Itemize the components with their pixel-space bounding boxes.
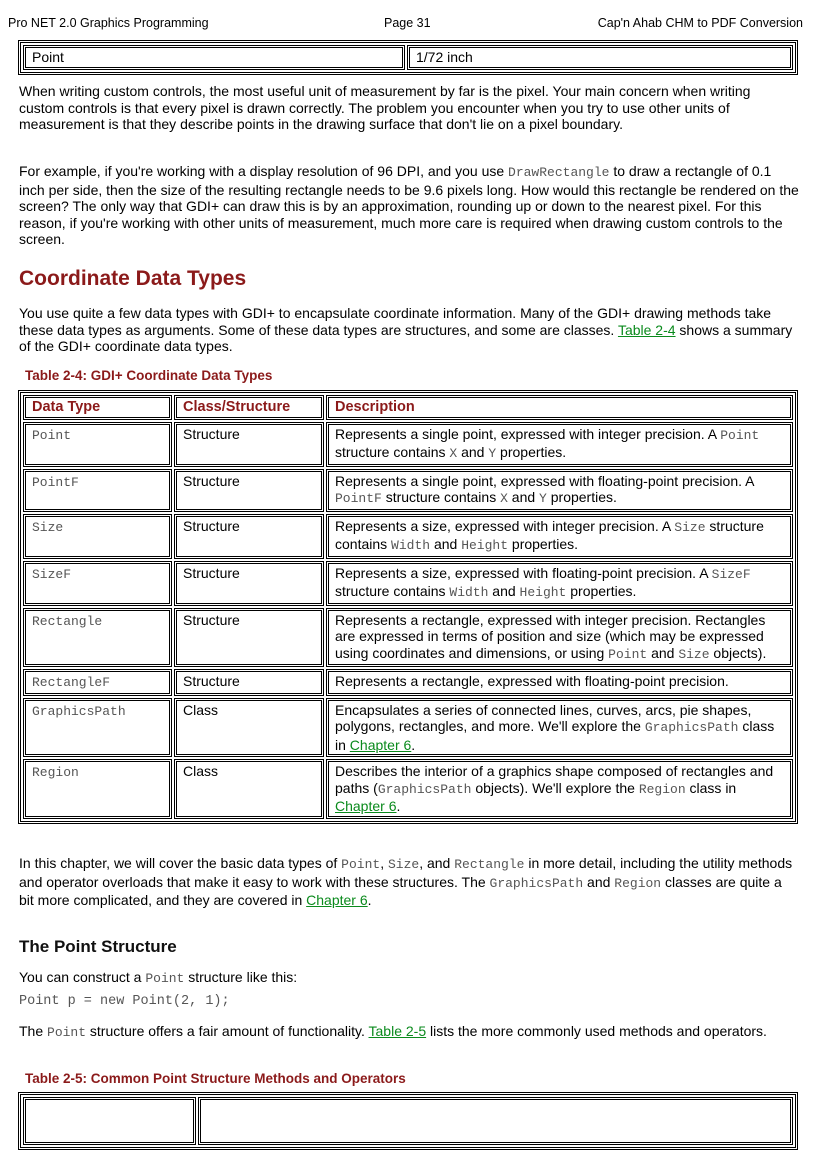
cell-data-type: RectangleF: [23, 669, 172, 696]
inline-code: SizeF: [711, 566, 751, 582]
paragraph-chapter-overview: In this chapter, we will cover the basic data types of Point, Size, and Rectangle in more detail, including the utility methods and operator overloads that make it easy to work with these structures. The GraphicsPath and Region classes are quite a bit more complicated, and they are covered in Chapter 6.: [19, 855, 793, 908]
cell-data-type: Region: [23, 759, 172, 819]
cell-description: Represents a rectangle, expressed with floating-point precision.: [326, 669, 793, 696]
header-conversion-note: Cap'n Ahab CHM to PDF Conversion: [597, 16, 803, 30]
cell-description: Encapsulates a series of connected lines, curves, arcs, pie shapes, polygons, rectangles, and more. We'll explore the GraphicsPath class in Chapter 6.: [326, 698, 793, 758]
table-2-5-caption: Table 2-5: Common Point Structure Methods and Operators: [25, 1071, 406, 1086]
table-cell: Point: [23, 45, 405, 70]
cell-description: Represents a size, expressed with integer precision. A Size structure contains Width and Height properties.: [326, 514, 793, 559]
inline-code: Rectangle: [454, 857, 525, 872]
table-2-5-link[interactable]: Table 2-5: [368, 1023, 427, 1039]
inline-code: GraphicsPath: [377, 781, 472, 797]
inline-code: Size: [674, 519, 706, 535]
paragraph-coordinate-intro: You use quite a few data types with GDI+ to encapsulate coordinate information. Many of the GDI+ drawing methods take these data types as arguments. Some of these data types are structures, and some are classes. Table 2-4 shows a summary of the GDI+ coordinate data types.: [19, 305, 793, 354]
cell-description: Represents a size, expressed with floating-point precision. A SizeF structure contains Width and Height properties.: [326, 561, 793, 606]
inline-code: PointF: [335, 491, 382, 506]
table-row: [23, 561, 793, 606]
cell-data-type: GraphicsPath: [23, 698, 172, 758]
inline-code: Point: [47, 1025, 87, 1040]
table-2-4-link[interactable]: Table 2-4: [617, 321, 676, 338]
table-row: [23, 1097, 793, 1145]
table-row: [23, 669, 793, 696]
table-row: [23, 514, 793, 559]
paragraph-pixel-units: When writing custom controls, the most useful unit of measurement by far is the pixel. Your main concern when writing custom controls is that every pixel is drawn correctly. The problem you encounter when you try to use other units of measurement is that they describe points in the drawing surface that don't lie on a pixel boundary.: [19, 83, 751, 132]
column-header-description: Description: [326, 395, 793, 420]
header-page-number: Page 31: [384, 16, 431, 30]
cell-class-structure: Structure: [174, 608, 324, 668]
inline-code: Point: [720, 427, 760, 443]
table-row: [23, 608, 793, 668]
table-row: [23, 469, 793, 512]
point-methods-table: [18, 1092, 798, 1150]
table-row: [23, 422, 793, 467]
cell-class-structure: Class: [174, 759, 324, 819]
inline-code: Height: [461, 538, 509, 553]
paragraph-point-functionality: The Point structure offers a fair amount of functionality. Table 2-5 lists the more commonly used methods and operators.: [19, 1023, 767, 1040]
table-row: [23, 698, 793, 758]
section-title: Coordinate Data Types: [19, 267, 247, 290]
table-header-row: [23, 395, 793, 420]
cell-data-type: Rectangle: [23, 608, 172, 668]
cell-class-structure: Structure: [174, 561, 324, 606]
chapter-link[interactable]: Chapter 6: [349, 736, 412, 753]
coordinate-types-table: [18, 390, 798, 824]
cell-description: Describes the interior of a graphics shape composed of rectangles and paths (GraphicsPath objects). We'll explore the Region class in Chapter 6.: [326, 759, 793, 819]
units-table-continuation: [18, 40, 798, 75]
cell-data-type: Size: [23, 514, 172, 559]
inline-code: Region: [614, 875, 662, 891]
column-header-class-structure: Class/Structure: [174, 395, 324, 420]
inline-code: Height: [519, 585, 567, 600]
inline-code: Point: [341, 857, 381, 872]
table-cell: [198, 1097, 793, 1145]
inline-code: Y: [539, 491, 547, 506]
inline-code: Point: [608, 646, 648, 662]
table-row: [23, 45, 793, 70]
table-cell: [23, 1097, 196, 1145]
cell-description: Represents a single point, expressed with floating-point precision. A PointF structure contains X and Y properties.: [326, 469, 793, 512]
header-book-title: Pro NET 2.0 Graphics Programming: [8, 16, 209, 30]
cell-class-structure: Structure: [174, 469, 324, 512]
table-2-4-caption: Table 2-4: GDI+ Coordinate Data Types: [25, 368, 273, 383]
table-row: [23, 759, 793, 819]
cell-description: Represents a rectangle, expressed with integer precision. Rectangles are expressed in terms of position and size (which may be expressed using coordinates and dimensions, or using Point and Size objects).: [326, 608, 793, 668]
cell-description: Represents a single point, expressed with integer precision. A Point structure contains X and Y properties.: [326, 422, 793, 467]
cell-data-type: Point: [23, 422, 172, 467]
cell-data-type: PointF: [23, 469, 172, 512]
inline-code: X: [449, 446, 458, 461]
inline-code: Width: [449, 585, 489, 600]
chapter-link[interactable]: Chapter 6: [306, 892, 368, 908]
cell-class-structure: Structure: [174, 422, 324, 467]
inline-code: Point: [145, 971, 185, 986]
paragraph-construct-point: You can construct a Point structure like this:: [19, 969, 298, 986]
page-header: [0, 16, 816, 32]
table-cell: 1/72 inch: [407, 45, 793, 70]
cell-data-type: SizeF: [23, 561, 172, 606]
chapter-link[interactable]: Chapter 6: [335, 798, 397, 814]
inline-code: GraphicsPath: [644, 720, 739, 735]
inline-code: DrawRectangle: [508, 165, 610, 180]
inline-code: Width: [391, 538, 431, 553]
cell-class-structure: Structure: [174, 514, 324, 559]
code-sample: Point p = new Point(2, 1);: [19, 994, 230, 1009]
inline-code: Region: [638, 781, 686, 797]
inline-code: Size: [678, 646, 710, 662]
inline-code: Y: [488, 446, 497, 461]
cell-class-structure: Structure: [174, 669, 324, 696]
column-header-data-type: Data Type: [23, 395, 172, 420]
paragraph-dpi-example: For example, if you're working with a display resolution of 96 DPI, and you use DrawRectangle to draw a rectangle of 0.1 inch per side, then the size of the resulting rectangle needs to be 9.6 pixels long. How would this rectangle be rendered on the screen? The only way that GDI+ can draw this is by an approximation, rounding up or down to the nearest pixel. For this reason, if you're working with other units of measurement, much more care is required when drawing custom controls to the screen.: [19, 163, 799, 247]
inline-code: GraphicsPath: [489, 875, 584, 891]
subsection-title: The Point Structure: [19, 937, 177, 956]
cell-class-structure: Class: [174, 698, 324, 758]
inline-code: Size: [387, 857, 420, 872]
inline-code: X: [500, 491, 508, 506]
